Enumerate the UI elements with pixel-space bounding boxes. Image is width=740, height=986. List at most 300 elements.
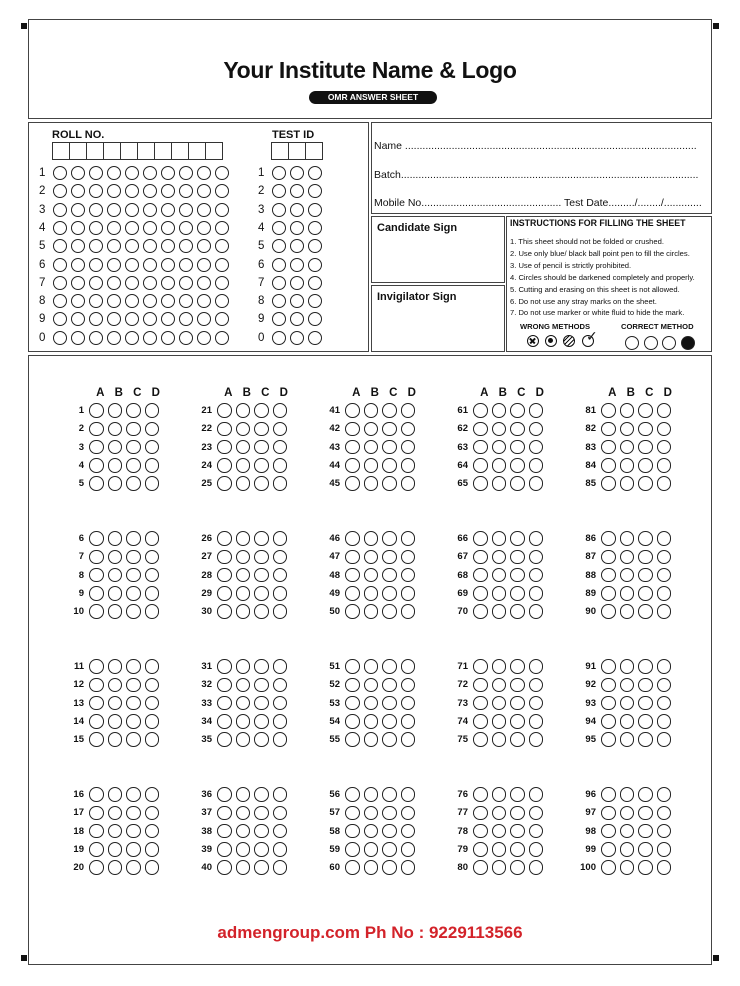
answer-bubble-a[interactable]	[473, 842, 488, 857]
roll-bubble[interactable]	[197, 184, 211, 198]
answer-bubble-c[interactable]	[638, 403, 653, 418]
answer-bubble-a[interactable]	[89, 732, 104, 747]
answer-bubble-b[interactable]	[492, 550, 507, 565]
answer-bubble-b[interactable]	[620, 696, 635, 711]
roll-bubble[interactable]	[215, 331, 229, 345]
roll-bubble[interactable]	[179, 276, 193, 290]
roll-bubble[interactable]	[143, 312, 157, 326]
answer-bubble-a[interactable]	[473, 476, 488, 491]
roll-bubble[interactable]	[143, 239, 157, 253]
answer-bubble-d[interactable]	[657, 586, 672, 601]
answer-bubble-c[interactable]	[254, 458, 269, 473]
answer-bubble-c[interactable]	[126, 531, 141, 546]
answer-bubble-c[interactable]	[510, 550, 525, 565]
answer-bubble-c[interactable]	[254, 806, 269, 821]
answer-bubble-b[interactable]	[364, 659, 379, 674]
answer-bubble-d[interactable]	[145, 568, 160, 583]
answer-bubble-d[interactable]	[145, 604, 160, 619]
roll-bubble[interactable]	[89, 276, 103, 290]
roll-bubble[interactable]	[89, 331, 103, 345]
answer-bubble-b[interactable]	[364, 824, 379, 839]
answer-bubble-a[interactable]	[601, 422, 616, 437]
answer-bubble-c[interactable]	[638, 824, 653, 839]
answer-bubble-c[interactable]	[254, 732, 269, 747]
answer-bubble-c[interactable]	[126, 659, 141, 674]
answer-bubble-b[interactable]	[492, 586, 507, 601]
answer-bubble-c[interactable]	[638, 586, 653, 601]
answer-bubble-c[interactable]	[382, 732, 397, 747]
answer-bubble-c[interactable]	[638, 714, 653, 729]
answer-bubble-a[interactable]	[473, 458, 488, 473]
roll-bubble[interactable]	[197, 166, 211, 180]
answer-bubble-c[interactable]	[510, 806, 525, 821]
roll-bubble[interactable]	[161, 331, 175, 345]
test-id-bubble[interactable]	[272, 331, 286, 345]
answer-bubble-d[interactable]	[401, 860, 416, 875]
answer-bubble-a[interactable]	[345, 550, 360, 565]
answer-bubble-d[interactable]	[657, 824, 672, 839]
answer-bubble-a[interactable]	[345, 476, 360, 491]
answer-bubble-a[interactable]	[89, 458, 104, 473]
answer-bubble-a[interactable]	[473, 696, 488, 711]
answer-bubble-a[interactable]	[473, 422, 488, 437]
answer-bubble-c[interactable]	[638, 531, 653, 546]
answer-bubble-c[interactable]	[510, 422, 525, 437]
answer-bubble-b[interactable]	[620, 531, 635, 546]
answer-bubble-d[interactable]	[401, 604, 416, 619]
answer-bubble-c[interactable]	[510, 403, 525, 418]
roll-bubble[interactable]	[215, 184, 229, 198]
answer-bubble-c[interactable]	[510, 824, 525, 839]
answer-bubble-b[interactable]	[236, 842, 251, 857]
answer-bubble-d[interactable]	[273, 696, 288, 711]
roll-bubble[interactable]	[125, 258, 139, 272]
roll-bubble[interactable]	[215, 258, 229, 272]
answer-bubble-a[interactable]	[345, 531, 360, 546]
roll-bubble[interactable]	[125, 276, 139, 290]
answer-bubble-b[interactable]	[108, 476, 123, 491]
answer-bubble-c[interactable]	[382, 604, 397, 619]
answer-bubble-a[interactable]	[601, 842, 616, 857]
answer-bubble-a[interactable]	[473, 568, 488, 583]
roll-bubble[interactable]	[53, 184, 67, 198]
answer-bubble-d[interactable]	[657, 568, 672, 583]
roll-bubble[interactable]	[125, 331, 139, 345]
roll-bubble[interactable]	[161, 166, 175, 180]
roll-bubble[interactable]	[179, 294, 193, 308]
answer-bubble-b[interactable]	[620, 476, 635, 491]
answer-bubble-d[interactable]	[529, 659, 544, 674]
answer-bubble-d[interactable]	[145, 860, 160, 875]
answer-bubble-d[interactable]	[145, 586, 160, 601]
answer-bubble-d[interactable]	[145, 824, 160, 839]
roll-bubble[interactable]	[107, 312, 121, 326]
answer-bubble-c[interactable]	[638, 678, 653, 693]
answer-bubble-c[interactable]	[510, 696, 525, 711]
answer-bubble-b[interactable]	[236, 678, 251, 693]
answer-bubble-a[interactable]	[89, 440, 104, 455]
roll-bubble[interactable]	[179, 166, 193, 180]
answer-bubble-d[interactable]	[529, 586, 544, 601]
answer-bubble-d[interactable]	[529, 550, 544, 565]
answer-bubble-d[interactable]	[657, 696, 672, 711]
answer-bubble-a[interactable]	[89, 586, 104, 601]
roll-bubble[interactable]	[215, 294, 229, 308]
answer-bubble-a[interactable]	[345, 678, 360, 693]
answer-bubble-b[interactable]	[492, 842, 507, 857]
answer-bubble-c[interactable]	[510, 440, 525, 455]
test-id-bubble[interactable]	[290, 258, 304, 272]
answer-bubble-b[interactable]	[108, 403, 123, 418]
answer-bubble-b[interactable]	[620, 550, 635, 565]
answer-bubble-c[interactable]	[126, 568, 141, 583]
test-id-bubble[interactable]	[308, 258, 322, 272]
answer-bubble-c[interactable]	[126, 860, 141, 875]
answer-bubble-d[interactable]	[657, 732, 672, 747]
answer-bubble-c[interactable]	[254, 586, 269, 601]
roll-bubble[interactable]	[215, 203, 229, 217]
answer-bubble-d[interactable]	[401, 787, 416, 802]
test-id-bubble[interactable]	[308, 221, 322, 235]
roll-bubble[interactable]	[53, 312, 67, 326]
answer-bubble-a[interactable]	[345, 732, 360, 747]
answer-bubble-c[interactable]	[126, 714, 141, 729]
roll-bubble[interactable]	[53, 276, 67, 290]
answer-bubble-a[interactable]	[345, 568, 360, 583]
answer-bubble-c[interactable]	[638, 806, 653, 821]
test-id-bubble[interactable]	[290, 203, 304, 217]
answer-bubble-b[interactable]	[364, 440, 379, 455]
roll-bubble[interactable]	[71, 331, 85, 345]
answer-bubble-b[interactable]	[236, 860, 251, 875]
roll-bubble[interactable]	[143, 166, 157, 180]
answer-bubble-b[interactable]	[620, 458, 635, 473]
answer-bubble-a[interactable]	[89, 659, 104, 674]
answer-bubble-c[interactable]	[638, 787, 653, 802]
roll-bubble[interactable]	[215, 166, 229, 180]
answer-bubble-a[interactable]	[601, 403, 616, 418]
roll-bubble[interactable]	[161, 294, 175, 308]
answer-bubble-b[interactable]	[620, 860, 635, 875]
answer-bubble-a[interactable]	[345, 604, 360, 619]
answer-bubble-d[interactable]	[145, 678, 160, 693]
answer-bubble-c[interactable]	[254, 696, 269, 711]
answer-bubble-b[interactable]	[236, 422, 251, 437]
roll-bubble[interactable]	[179, 203, 193, 217]
answer-bubble-c[interactable]	[382, 824, 397, 839]
roll-bubble[interactable]	[161, 312, 175, 326]
mobile-date-field[interactable]: Mobile No................................................ Test Date........./......../.............	[374, 197, 702, 209]
answer-bubble-a[interactable]	[473, 659, 488, 674]
roll-bubble[interactable]	[179, 258, 193, 272]
answer-bubble-a[interactable]	[217, 476, 232, 491]
answer-bubble-a[interactable]	[89, 531, 104, 546]
answer-bubble-a[interactable]	[345, 696, 360, 711]
answer-bubble-d[interactable]	[529, 422, 544, 437]
answer-bubble-b[interactable]	[492, 458, 507, 473]
roll-bubble[interactable]	[53, 258, 67, 272]
answer-bubble-c[interactable]	[382, 860, 397, 875]
roll-bubble[interactable]	[197, 312, 211, 326]
answer-bubble-a[interactable]	[89, 422, 104, 437]
roll-bubble[interactable]	[215, 221, 229, 235]
answer-bubble-d[interactable]	[529, 440, 544, 455]
roll-bubble[interactable]	[53, 203, 67, 217]
answer-bubble-c[interactable]	[382, 476, 397, 491]
answer-bubble-c[interactable]	[638, 458, 653, 473]
answer-bubble-d[interactable]	[401, 550, 416, 565]
answer-bubble-b[interactable]	[492, 604, 507, 619]
roll-bubble[interactable]	[71, 312, 85, 326]
roll-bubble[interactable]	[125, 166, 139, 180]
answer-bubble-d[interactable]	[529, 806, 544, 821]
roll-bubble[interactable]	[107, 276, 121, 290]
roll-bubble[interactable]	[89, 166, 103, 180]
answer-bubble-b[interactable]	[492, 476, 507, 491]
answer-bubble-c[interactable]	[382, 422, 397, 437]
answer-bubble-c[interactable]	[126, 403, 141, 418]
roll-bubble[interactable]	[107, 166, 121, 180]
roll-bubble[interactable]	[53, 294, 67, 308]
answer-bubble-c[interactable]	[638, 422, 653, 437]
answer-bubble-d[interactable]	[657, 714, 672, 729]
answer-bubble-a[interactable]	[217, 604, 232, 619]
answer-bubble-b[interactable]	[364, 586, 379, 601]
answer-bubble-d[interactable]	[273, 568, 288, 583]
answer-bubble-b[interactable]	[236, 659, 251, 674]
answer-bubble-c[interactable]	[254, 550, 269, 565]
answer-bubble-b[interactable]	[364, 787, 379, 802]
answer-bubble-a[interactable]	[473, 550, 488, 565]
answer-bubble-c[interactable]	[382, 568, 397, 583]
roll-bubble[interactable]	[197, 331, 211, 345]
answer-bubble-b[interactable]	[492, 787, 507, 802]
answer-bubble-b[interactable]	[108, 422, 123, 437]
test-id-bubble[interactable]	[290, 331, 304, 345]
roll-bubble[interactable]	[53, 331, 67, 345]
roll-bubble[interactable]	[89, 184, 103, 198]
answer-bubble-a[interactable]	[217, 842, 232, 857]
roll-bubble[interactable]	[71, 294, 85, 308]
answer-bubble-c[interactable]	[254, 403, 269, 418]
roll-bubble[interactable]	[197, 258, 211, 272]
answer-bubble-d[interactable]	[273, 476, 288, 491]
answer-bubble-b[interactable]	[364, 678, 379, 693]
answer-bubble-d[interactable]	[657, 531, 672, 546]
answer-bubble-a[interactable]	[473, 678, 488, 693]
answer-bubble-a[interactable]	[345, 860, 360, 875]
answer-bubble-a[interactable]	[601, 860, 616, 875]
answer-bubble-c[interactable]	[126, 678, 141, 693]
answer-bubble-b[interactable]	[364, 476, 379, 491]
answer-bubble-b[interactable]	[492, 678, 507, 693]
answer-bubble-c[interactable]	[254, 659, 269, 674]
roll-bubble[interactable]	[53, 166, 67, 180]
answer-bubble-a[interactable]	[473, 787, 488, 802]
roll-bubble[interactable]	[125, 239, 139, 253]
answer-bubble-d[interactable]	[273, 824, 288, 839]
answer-bubble-a[interactable]	[601, 458, 616, 473]
answer-bubble-d[interactable]	[401, 659, 416, 674]
answer-bubble-a[interactable]	[601, 714, 616, 729]
answer-bubble-b[interactable]	[236, 824, 251, 839]
answer-bubble-d[interactable]	[657, 678, 672, 693]
roll-bubble[interactable]	[53, 239, 67, 253]
invigilator-sign-box[interactable]	[371, 285, 505, 352]
roll-bubble[interactable]	[143, 184, 157, 198]
answer-bubble-b[interactable]	[364, 403, 379, 418]
answer-bubble-b[interactable]	[620, 824, 635, 839]
answer-bubble-a[interactable]	[473, 531, 488, 546]
roll-bubble[interactable]	[161, 184, 175, 198]
answer-bubble-c[interactable]	[126, 422, 141, 437]
answer-bubble-c[interactable]	[126, 604, 141, 619]
answer-bubble-d[interactable]	[657, 659, 672, 674]
roll-bubble[interactable]	[197, 239, 211, 253]
answer-bubble-d[interactable]	[273, 860, 288, 875]
roll-bubble[interactable]	[215, 312, 229, 326]
answer-bubble-a[interactable]	[601, 806, 616, 821]
test-id-bubble[interactable]	[308, 166, 322, 180]
answer-bubble-d[interactable]	[657, 806, 672, 821]
answer-bubble-d[interactable]	[401, 458, 416, 473]
roll-bubble[interactable]	[53, 221, 67, 235]
answer-bubble-b[interactable]	[620, 403, 635, 418]
answer-bubble-d[interactable]	[401, 678, 416, 693]
answer-bubble-c[interactable]	[126, 842, 141, 857]
answer-bubble-a[interactable]	[217, 403, 232, 418]
roll-bubble[interactable]	[71, 258, 85, 272]
answer-bubble-b[interactable]	[108, 568, 123, 583]
answer-bubble-c[interactable]	[510, 604, 525, 619]
answer-bubble-b[interactable]	[108, 714, 123, 729]
answer-bubble-b[interactable]	[620, 678, 635, 693]
roll-bubble[interactable]	[197, 203, 211, 217]
answer-bubble-d[interactable]	[657, 403, 672, 418]
answer-bubble-a[interactable]	[217, 440, 232, 455]
answer-bubble-b[interactable]	[108, 604, 123, 619]
answer-bubble-a[interactable]	[217, 696, 232, 711]
answer-bubble-a[interactable]	[89, 568, 104, 583]
test-id-bubble[interactable]	[272, 312, 286, 326]
roll-bubble[interactable]	[197, 276, 211, 290]
answer-bubble-a[interactable]	[601, 732, 616, 747]
roll-bubble[interactable]	[107, 239, 121, 253]
roll-bubble[interactable]	[89, 221, 103, 235]
answer-bubble-d[interactable]	[529, 824, 544, 839]
test-id-bubble[interactable]	[308, 331, 322, 345]
answer-bubble-a[interactable]	[601, 440, 616, 455]
answer-bubble-d[interactable]	[657, 422, 672, 437]
answer-bubble-c[interactable]	[510, 586, 525, 601]
answer-bubble-a[interactable]	[601, 550, 616, 565]
answer-bubble-c[interactable]	[510, 531, 525, 546]
answer-bubble-d[interactable]	[273, 604, 288, 619]
roll-bubble[interactable]	[179, 312, 193, 326]
answer-bubble-d[interactable]	[145, 422, 160, 437]
answer-bubble-c[interactable]	[510, 860, 525, 875]
answer-bubble-d[interactable]	[273, 403, 288, 418]
answer-bubble-c[interactable]	[382, 696, 397, 711]
answer-bubble-d[interactable]	[273, 678, 288, 693]
answer-bubble-d[interactable]	[273, 586, 288, 601]
answer-bubble-b[interactable]	[108, 586, 123, 601]
roll-bubble[interactable]	[125, 221, 139, 235]
answer-bubble-a[interactable]	[217, 732, 232, 747]
answer-bubble-d[interactable]	[145, 458, 160, 473]
answer-bubble-b[interactable]	[492, 403, 507, 418]
answer-bubble-b[interactable]	[620, 732, 635, 747]
test-id-bubble[interactable]	[272, 166, 286, 180]
answer-bubble-c[interactable]	[126, 696, 141, 711]
answer-bubble-c[interactable]	[638, 860, 653, 875]
answer-bubble-a[interactable]	[217, 678, 232, 693]
answer-bubble-d[interactable]	[145, 550, 160, 565]
answer-bubble-d[interactable]	[273, 732, 288, 747]
answer-bubble-c[interactable]	[254, 440, 269, 455]
answer-bubble-c[interactable]	[382, 787, 397, 802]
answer-bubble-b[interactable]	[236, 403, 251, 418]
answer-bubble-a[interactable]	[601, 604, 616, 619]
answer-bubble-d[interactable]	[145, 714, 160, 729]
answer-bubble-c[interactable]	[126, 824, 141, 839]
answer-bubble-a[interactable]	[217, 531, 232, 546]
roll-bubble[interactable]	[215, 276, 229, 290]
answer-bubble-c[interactable]	[638, 568, 653, 583]
answer-bubble-b[interactable]	[108, 678, 123, 693]
answer-bubble-b[interactable]	[492, 422, 507, 437]
roll-bubble[interactable]	[107, 258, 121, 272]
answer-bubble-a[interactable]	[345, 659, 360, 674]
answer-bubble-a[interactable]	[217, 586, 232, 601]
answer-bubble-a[interactable]	[89, 714, 104, 729]
answer-bubble-d[interactable]	[529, 458, 544, 473]
answer-bubble-d[interactable]	[273, 659, 288, 674]
roll-bubble[interactable]	[71, 203, 85, 217]
test-id-bubble[interactable]	[308, 184, 322, 198]
answer-bubble-b[interactable]	[108, 732, 123, 747]
answer-bubble-c[interactable]	[382, 714, 397, 729]
answer-bubble-d[interactable]	[273, 787, 288, 802]
answer-bubble-b[interactable]	[620, 604, 635, 619]
answer-bubble-d[interactable]	[529, 787, 544, 802]
answer-bubble-d[interactable]	[401, 806, 416, 821]
answer-bubble-d[interactable]	[145, 403, 160, 418]
test-id-bubble[interactable]	[272, 203, 286, 217]
test-id-bubble[interactable]	[272, 184, 286, 198]
answer-bubble-d[interactable]	[273, 458, 288, 473]
answer-bubble-b[interactable]	[108, 696, 123, 711]
test-id-bubble[interactable]	[308, 294, 322, 308]
answer-bubble-b[interactable]	[620, 842, 635, 857]
roll-bubble[interactable]	[161, 276, 175, 290]
answer-bubble-c[interactable]	[638, 732, 653, 747]
roll-bubble[interactable]	[215, 239, 229, 253]
answer-bubble-a[interactable]	[345, 586, 360, 601]
answer-bubble-a[interactable]	[601, 568, 616, 583]
test-id-bubble[interactable]	[290, 294, 304, 308]
answer-bubble-b[interactable]	[108, 440, 123, 455]
answer-bubble-c[interactable]	[126, 732, 141, 747]
answer-bubble-c[interactable]	[638, 842, 653, 857]
answer-bubble-d[interactable]	[529, 403, 544, 418]
answer-bubble-b[interactable]	[364, 732, 379, 747]
answer-bubble-d[interactable]	[401, 714, 416, 729]
answer-bubble-d[interactable]	[529, 732, 544, 747]
answer-bubble-c[interactable]	[254, 531, 269, 546]
roll-bubble[interactable]	[197, 294, 211, 308]
roll-bubble[interactable]	[125, 184, 139, 198]
